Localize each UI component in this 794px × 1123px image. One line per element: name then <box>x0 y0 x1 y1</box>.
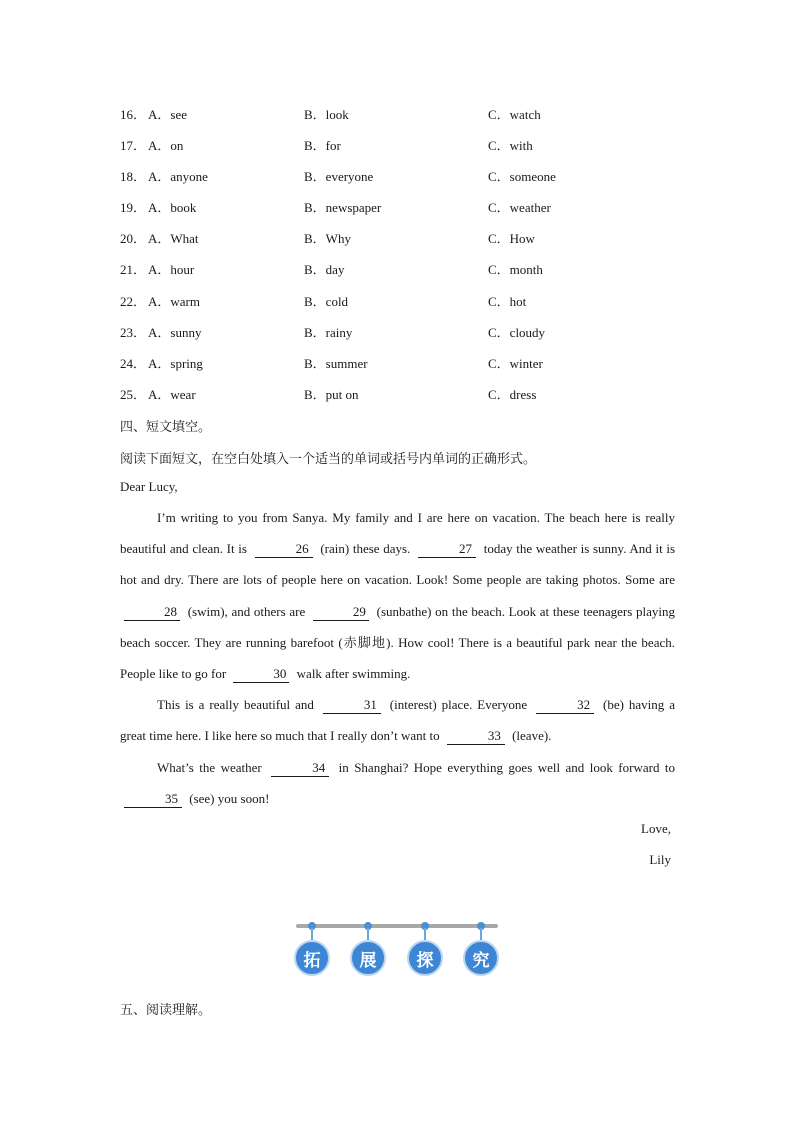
letter-paragraph-2 <box>120 689 675 751</box>
blank-32[interactable]: 32 <box>536 697 594 714</box>
option-a[interactable]: A．wear <box>148 386 196 402</box>
question-row <box>120 291 680 322</box>
blank-33[interactable]: 33 <box>447 728 505 745</box>
text-segment: (leave). <box>512 728 552 744</box>
banner-char-4: 究 <box>463 940 499 976</box>
blank-28[interactable]: 28 <box>124 604 180 621</box>
text-segment: (be) having a great time here. I like here so much that I really don’t want to <box>120 697 675 744</box>
banner-stem <box>311 928 313 940</box>
option-a[interactable]: A．spring <box>148 355 203 371</box>
blank-29[interactable]: 29 <box>313 604 369 621</box>
option-b[interactable]: B．rainy <box>304 324 353 340</box>
banner-bar <box>296 924 498 928</box>
option-c[interactable]: C．weather <box>488 200 551 216</box>
question-number: 21． <box>120 262 147 278</box>
option-a[interactable]: A．sunny <box>148 324 202 340</box>
option-a[interactable]: A．anyone <box>148 169 208 185</box>
question-row <box>120 353 680 384</box>
question-row <box>120 259 680 290</box>
option-c[interactable]: C．with <box>488 138 533 154</box>
question-row <box>120 322 680 353</box>
text-segment: in Shanghai? Hope everything goes well and look forward to <box>338 760 676 775</box>
text-segment: This is a really beautiful and <box>157 697 314 712</box>
question-number: 18． <box>120 169 147 185</box>
question-number: 25． <box>120 386 147 402</box>
question-number: 17． <box>120 138 147 154</box>
option-c[interactable]: C．someone <box>488 169 556 185</box>
option-b[interactable]: B．for <box>304 138 341 154</box>
option-b[interactable]: B．summer <box>304 355 368 371</box>
letter-closing: Love, <box>641 821 671 836</box>
question-row <box>120 228 680 259</box>
letter-greeting: Dear Lucy, <box>120 479 178 494</box>
option-b[interactable]: B．newspaper <box>304 200 382 216</box>
question-number: 19． <box>120 200 147 216</box>
letter-signature: Lily <box>649 852 671 867</box>
text-segment: (see) you soon! <box>189 791 270 807</box>
text-segment: (rain) these days. <box>320 541 411 557</box>
letter-paragraph-3 <box>120 752 675 814</box>
option-b[interactable]: B．look <box>304 107 349 122</box>
banner-char-1: 拓 <box>294 940 330 976</box>
section4-instruction: 阅读下面短文，在空白处填入一个适当的单词或括号内单词的正确形式。 <box>120 452 537 467</box>
section5-heading: 五、阅读理解。 <box>120 1003 212 1018</box>
question-number: 16． <box>120 107 147 122</box>
option-b[interactable]: B．Why <box>304 231 351 247</box>
option-c[interactable]: C．winter <box>488 355 543 371</box>
question-number: 20． <box>120 231 147 247</box>
question-number: 23． <box>120 324 147 340</box>
multiple-choice-list <box>120 104 680 415</box>
option-c[interactable]: C．watch <box>488 107 541 122</box>
text-segment: (interest) place. Everyone <box>389 697 528 712</box>
text-segment: What’s the weather <box>157 760 262 775</box>
blank-31[interactable]: 31 <box>323 697 381 714</box>
text-segment: I’m writing to you from Sanya. My family and I are here on vacation. The beach here is really beautiful and clean. It is <box>120 510 675 557</box>
question-row <box>120 197 680 228</box>
blank-34[interactable]: 34 <box>271 760 329 777</box>
text-segment: (swim), and others are <box>187 603 306 619</box>
letter-paragraph-1 <box>120 502 675 689</box>
option-b[interactable]: B．everyone <box>304 169 374 185</box>
option-b[interactable]: B．put on <box>304 386 359 402</box>
banner-stem <box>424 928 426 940</box>
option-c[interactable]: C．hot <box>488 293 527 309</box>
question-row <box>120 104 680 135</box>
text-segment: today the weather is sunny. And it is hot and dry. There are lots of people here on vacation. Look! Some people are taking photos. Some are <box>120 541 676 588</box>
option-b[interactable]: B．day <box>304 262 345 278</box>
question-number: 24． <box>120 355 147 371</box>
option-c[interactable]: C．cloudy <box>488 324 546 340</box>
option-a[interactable]: A．on <box>148 138 184 154</box>
option-c[interactable]: C．How <box>488 231 535 247</box>
option-a[interactable]: A．hour <box>148 262 195 278</box>
option-a[interactable]: A．warm <box>148 293 200 309</box>
option-c[interactable]: C．month <box>488 262 543 278</box>
extension-banner <box>294 918 500 980</box>
question-number: 22． <box>120 293 147 309</box>
banner-char-2: 展 <box>350 940 386 976</box>
section4-heading: 四、短文填空。 <box>120 420 212 435</box>
blank-26[interactable]: 26 <box>255 541 313 558</box>
banner-stem <box>480 928 482 940</box>
question-row <box>120 384 680 415</box>
question-row <box>120 135 680 166</box>
banner-char-3: 探 <box>407 940 443 976</box>
option-a[interactable]: A．What <box>148 231 199 247</box>
blank-30[interactable]: 30 <box>233 666 289 683</box>
question-row <box>120 166 680 197</box>
option-c[interactable]: C．dress <box>488 386 537 402</box>
option-a[interactable]: A．book <box>148 200 197 216</box>
option-a[interactable]: A．see <box>148 107 187 122</box>
banner-stem <box>367 928 369 940</box>
blank-35[interactable]: 35 <box>124 791 182 808</box>
option-b[interactable]: B．cold <box>304 293 349 309</box>
text-segment: (sunbathe) on the beach. Look at these teenagers playing beach soccer. They are running barefoot (赤脚地). How cool! There is a beautiful park near the beach. People like to go for <box>120 603 676 682</box>
text-segment: walk after swimming. <box>296 666 411 682</box>
blank-27[interactable]: 27 <box>418 541 476 558</box>
